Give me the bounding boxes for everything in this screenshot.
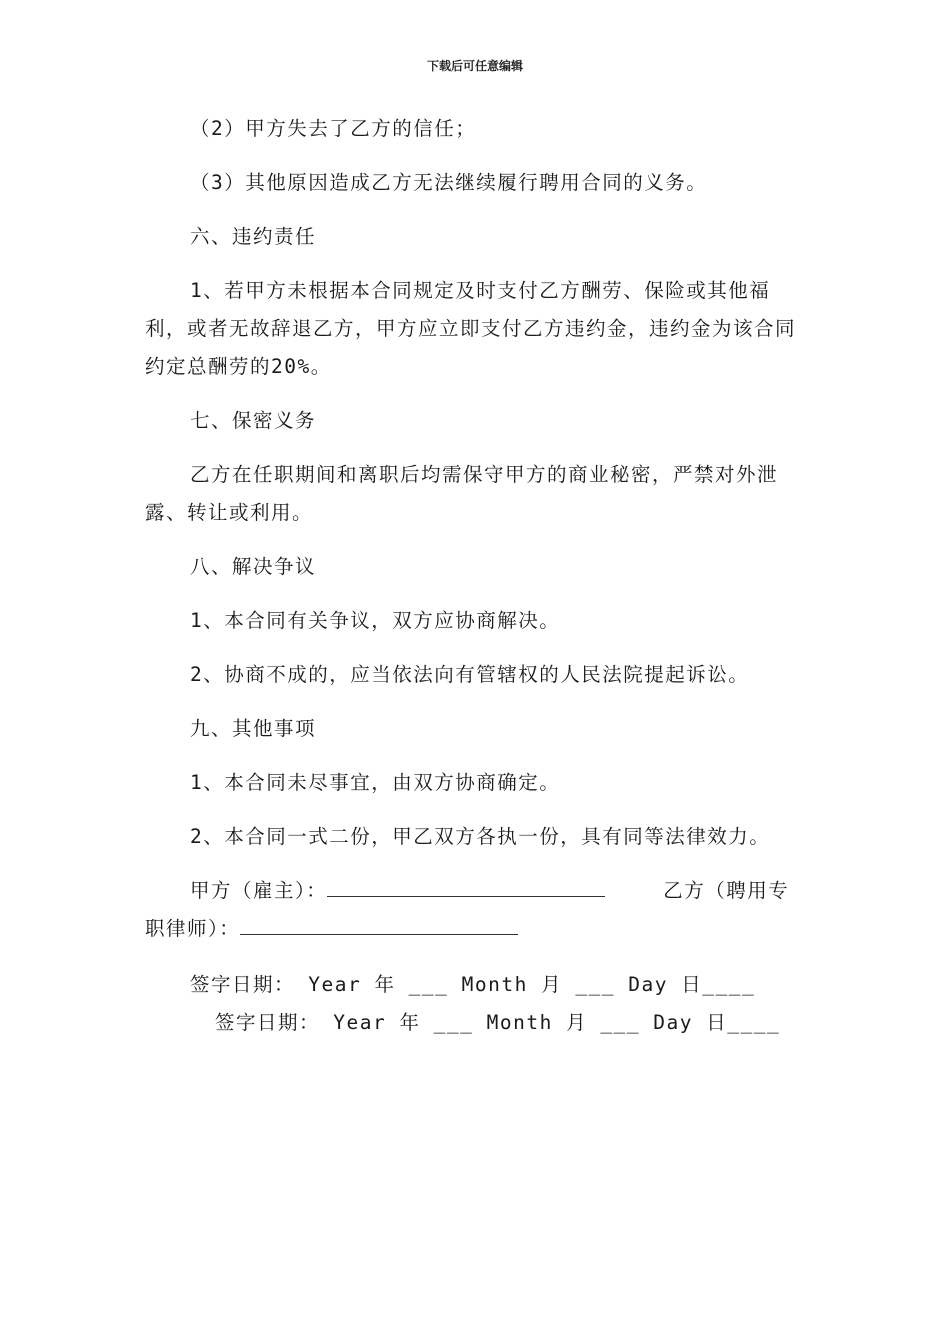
clause-paragraph: 1、若甲方未根据本合同规定及时支付乙方酬劳、保险或其他福利，或者无故辞退乙方，甲方应立即支付乙方违约金，违约金为该合同约定总酬劳的20%。 — [145, 279, 797, 378]
section-heading: 八、解决争议 — [190, 555, 317, 578]
party-b-signature-line[interactable] — [240, 912, 518, 935]
clause-paragraph: （2）甲方失去了乙方的信任； — [190, 117, 477, 140]
contract-body — [145, 110, 810, 1058]
party-a-signature-line[interactable] — [327, 874, 605, 897]
section-heading: 九、其他事项 — [190, 717, 317, 740]
section-heading: 七、保密义务 — [190, 409, 317, 432]
clause-paragraph: 1、本合同未尽事宜，由双方协商确定。 — [190, 771, 561, 794]
clause-paragraph: 乙方在任职期间和离职后均需保守甲方的商业秘密，严禁对外泄露、转让或利用。 — [145, 463, 779, 524]
party-a-label: 甲方（雇主）： — [190, 879, 328, 902]
page-header-note: 下载后可任意编辑 — [426, 59, 523, 73]
signature-dates — [145, 966, 810, 1042]
signature-parties — [145, 872, 810, 948]
clause-paragraph: 2、协商不成的，应当依法向有管辖权的人民法院提起诉讼。 — [190, 663, 750, 686]
party-b-label: 乙方（聘用专职律师）： — [145, 879, 790, 940]
clause-paragraph: （3）其他原因造成乙方无法继续履行聘用合同的义务。 — [190, 171, 708, 194]
clause-paragraph: 1、本合同有关争议，双方应协商解决。 — [190, 609, 561, 632]
section-heading: 六、违约责任 — [190, 225, 317, 248]
clause-paragraph: 2、本合同一式二份，甲乙双方各执一份，具有同等法律效力。 — [190, 825, 771, 848]
party-b-date: 签字日期： Year 年 ___ Month 月 ___ Day 日____ — [215, 1011, 781, 1034]
party-a-date: 签字日期： Year 年 ___ Month 月 ___ Day 日____ — [190, 973, 756, 996]
